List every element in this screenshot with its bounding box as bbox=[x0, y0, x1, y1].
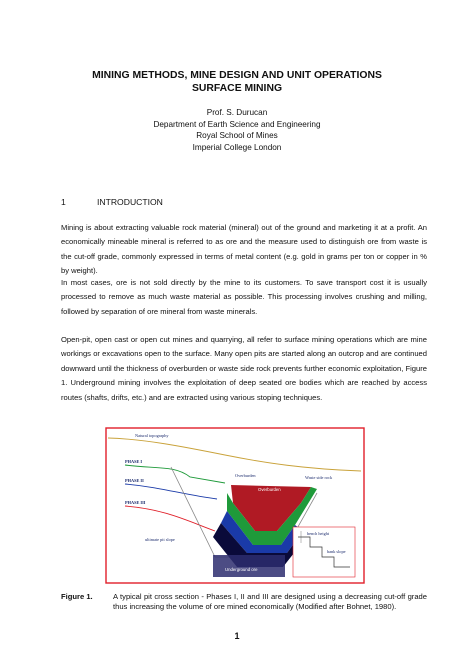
caption-text: A typical pit cross section - Phases I, II and III are designed using a decreasing cut-off grade thus increasing the volume of ore mined economically (Modified after Bohnet, 1980). bbox=[113, 592, 427, 611]
caption-label: Figure 1. bbox=[61, 592, 93, 601]
section-heading bbox=[61, 197, 163, 207]
pit-cross-section-figure bbox=[105, 427, 365, 584]
underground-ore-zone bbox=[213, 555, 285, 577]
author-school: Royal School of Mines bbox=[196, 131, 278, 140]
label-phase-iii: PHASE III bbox=[125, 500, 146, 505]
label-natural-topography: Natural topography bbox=[135, 433, 169, 438]
section-title: INTRODUCTION bbox=[97, 197, 163, 207]
label-ultimate-pit-slope: ultimate pit slope bbox=[145, 537, 175, 542]
paragraph-2: In most cases, ore is not sold directly by the mine to its customers. To save transport cost it is usually processed to remove as much waste material as possible. This processing involves crushing and milling, followed by separation of ore mineral from waste minerals. bbox=[61, 278, 427, 316]
author-block bbox=[40, 107, 434, 153]
label-phase-ii: PHASE II bbox=[125, 478, 144, 483]
label-phase-i: PHASE I bbox=[125, 459, 143, 464]
pit-diagram bbox=[105, 427, 365, 584]
label-waste-side-rock: Waste side rock bbox=[305, 475, 333, 480]
author-name: Prof. S. Durucan bbox=[206, 108, 268, 117]
document-title: MINING METHODS, MINE DESIGN AND UNIT OPERATIONS bbox=[92, 70, 382, 81]
paragraph-1: Mining is about extracting valuable rock material (mineral) out of the ground and marketing it at a profit. An economically mineable mineral is referred to as ore and the measure used to distinguish ore from waste is the cut-off grade, commonly expressed in terms of metal content (e.g. gold in grams per ton or copper in % by weight). bbox=[61, 223, 427, 276]
page-number: 1 bbox=[234, 631, 240, 641]
label-overburden-2: Overburden bbox=[258, 487, 281, 492]
author-department: Department of Earth Science and Engineering bbox=[153, 119, 321, 129]
label-underground-ore: Underground ore bbox=[225, 567, 258, 572]
author-college: Imperial College London bbox=[192, 142, 282, 152]
label-overburden-1: Overburden bbox=[235, 473, 256, 478]
label-bench-height: bench height bbox=[307, 531, 330, 536]
paragraph-3: Open-pit, open cast or open cut mines and quarrying, all refer to surface mining operations which are mine workings or excavations open to the surface. Many open pits are started along an outcrop and are continued downward until the thickness of overburden or waste side rock prevents further economic exploitation, Figure 1. Underground mining involves the exploitation of deep seated ore bodies which are reached by access routes (shafts, drifts, etc.) and are extracted using various stoping techniques. bbox=[61, 335, 427, 402]
label-bank-slope: bank slope bbox=[327, 549, 346, 554]
document-subtitle: SURFACE MINING bbox=[191, 83, 283, 94]
section-number: 1 bbox=[61, 197, 66, 207]
